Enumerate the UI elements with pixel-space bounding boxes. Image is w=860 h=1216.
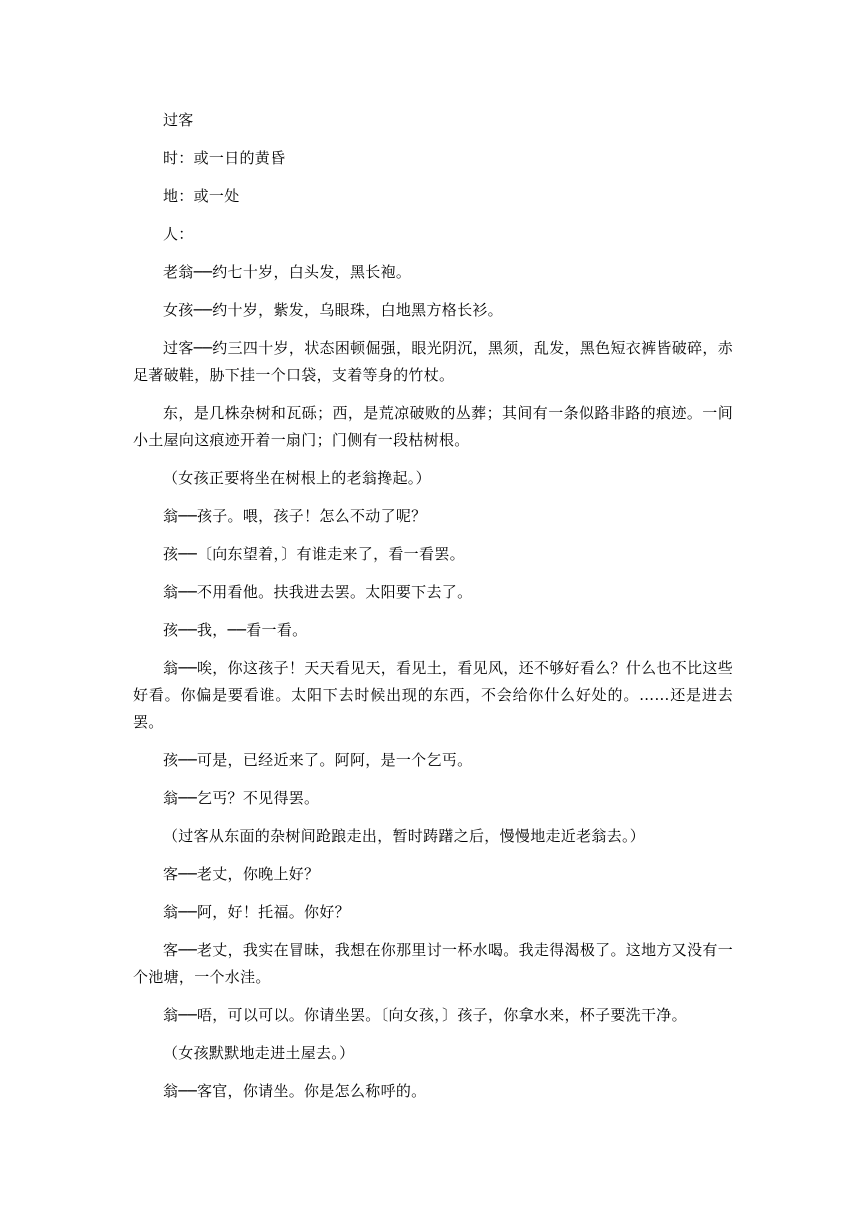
character-girl: 女孩──约十岁，紫发，乌眼珠，白地黑方格长衫。 [163, 301, 503, 319]
dialogue-line: 孩──〔向东望着，〕有谁走来了，看一看罢。 [163, 545, 465, 563]
scene-description: 东，是几株杂树和瓦砾；西，是荒凉破败的丛葬；其间有一条似路非路的痕迹。一间小土屋向这痕迹开着一扇门；门侧有一段枯树根。 [133, 404, 733, 449]
stage-direction: （女孩正要将坐在树根上的老翁搀起。） [163, 469, 431, 487]
dialogue-line: 翁──唔，可以可以。你请坐罢。〔向女孩，〕孩子，你拿水来，杯子要洗干净。 [163, 1006, 687, 1024]
dialogue-line: 翁──孩子。喂，孩子！怎么不动了呢？ [163, 507, 427, 525]
dialogue-line: 客──老丈，你晚上好？ [163, 865, 320, 883]
document-body [133, 107, 733, 1116]
play-title: 过客 [163, 111, 194, 129]
dialogue-line: 翁──不用看他。扶我进去罢。太阳要下去了。 [163, 583, 473, 601]
dialogue-line: 翁──阿，好！托福。你好？ [163, 903, 350, 921]
setting-time: 时：或一日的黄昏 [163, 149, 286, 167]
dialogue-line: 翁──唉，你这孩子！天天看见天，看见土，看见风，还不够好看么？什么也不比这些好看。你偏是要看谁。太阳下去时候出现的东西，不会给你什么好处的。……还是进去罢。 [133, 659, 733, 731]
characters-heading: 人： [163, 225, 194, 243]
dialogue-line: 孩──可是，已经近来了。阿阿，是一个乞丐。 [163, 751, 473, 769]
character-old-man: 老翁──约七十岁，白头发，黑长袍。 [163, 263, 412, 281]
dialogue-line: 翁──客官，你请坐。你是怎么称呼的。 [163, 1082, 427, 1100]
stage-direction: （女孩默默地走进土屋去。） [163, 1044, 355, 1062]
dialogue-line: 翁──乞丐？不见得罢。 [163, 789, 320, 807]
character-passerby: 过客──约三四十岁，状态困顿倔强，眼光阴沉，黑须，乱发，黑色短衣裤皆破碎，赤足著破鞋，胁下挂一个口袋，支着等身的竹杖。 [133, 339, 733, 384]
stage-direction: （过客从东面的杂树间跄踉走出，暂时踌躇之后，慢慢地走近老翁去。） [163, 827, 646, 845]
dialogue-line: 孩──我，──看一看。 [163, 621, 308, 639]
setting-place: 地：或一处 [163, 187, 240, 205]
dialogue-line: 客──老丈，我实在冒昧，我想在你那里讨一杯水喝。我走得渴极了。这地方又没有一个池塘，一个水洼。 [133, 941, 733, 986]
